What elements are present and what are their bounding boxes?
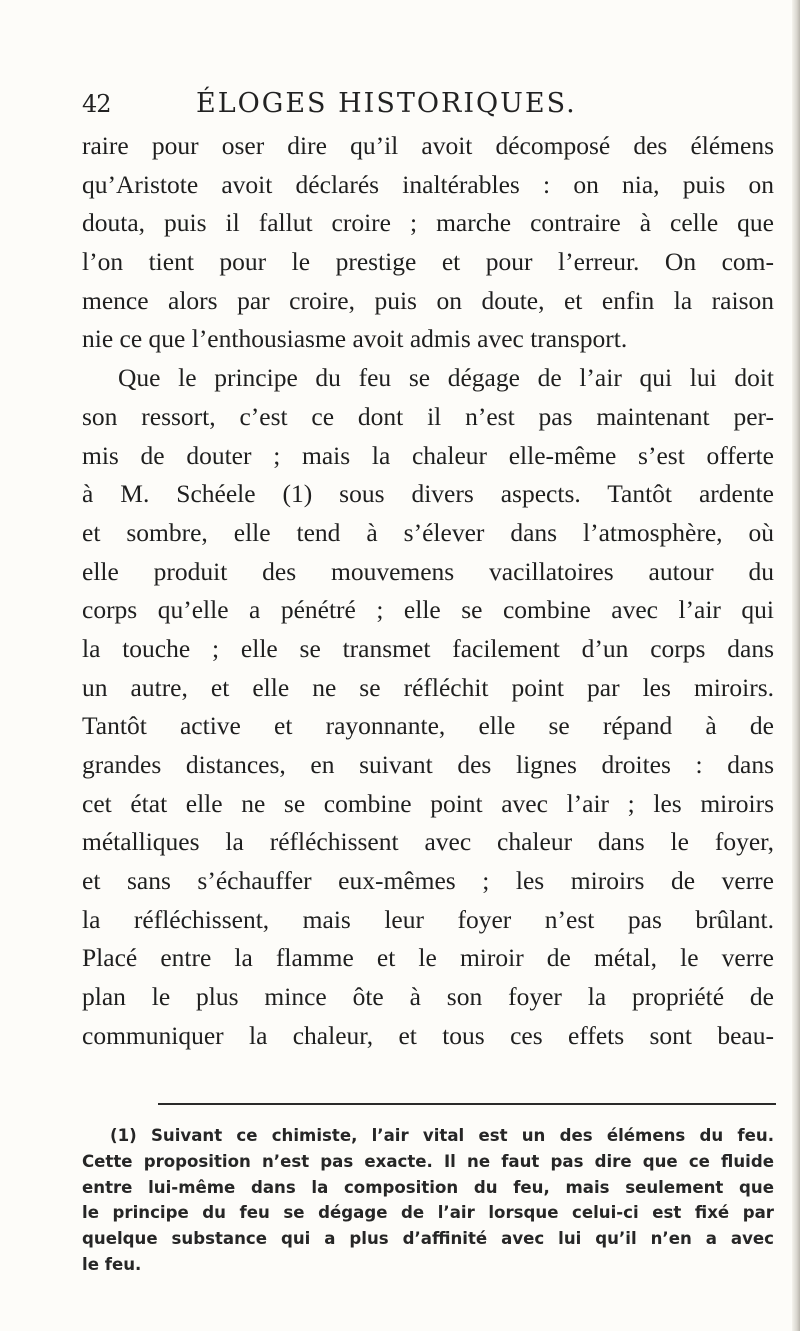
text-line: cet état elle ne se combine point avec l’air ; les miroirs: [82, 788, 774, 818]
text-line: Placé entre la flamme et le miroir de métal, le verre: [82, 943, 774, 973]
footnote-line: le feu.: [82, 1254, 142, 1274]
page-number: 42: [82, 90, 111, 118]
text-line: communiquer la chaleur, et tous ces effets sont beau-: [82, 1020, 774, 1050]
running-title: ÉLOGES HISTORIQUES.: [196, 88, 577, 119]
footnote-separator: [158, 1103, 776, 1105]
text-line: nie ce que l’enthousiasme avoit admis avec transport.: [82, 324, 628, 354]
page-header: [82, 86, 642, 126]
footnote-line: le principe du feu se dégage de l’air lorsque celui-ci est fixé par: [82, 1203, 774, 1223]
text-line: grandes distances, en suivant des lignes droites : dans: [82, 750, 774, 779]
text-line: la réfléchissent, mais leur foyer n’est pas brûlant.: [82, 904, 774, 934]
footnote-line: Cette proposition n’est pas exacte. Il ne faut pas dire que ce fluide: [82, 1151, 774, 1171]
text-line: douta, puis il fallut croire ; marche contraire à celle que: [82, 208, 774, 238]
footnote-line: (1) Suivant ce chimiste, l’air vital est un des élémens du feu.: [110, 1126, 774, 1145]
text-line: la touche ; elle se transmet facilement d’un corps dans: [82, 633, 774, 663]
footnote-line: entre lui-même dans la composition du feu, mais seulement que: [82, 1177, 774, 1197]
text-line: un autre, et elle ne se réfléchit point par les miroirs.: [82, 672, 774, 702]
page-edge: [792, 0, 800, 1331]
text-line: mence alors par croire, puis on doute, et enfin la raison: [82, 285, 774, 315]
text-line: son ressort, c’est ce dont il n’est pas maintenant per-: [82, 401, 774, 431]
text-line: et sombre, elle tend à s’élever dans l’atmosphère, où: [82, 517, 774, 547]
footnote-line: quelque substance qui a plus d’affinité avec lui qu’il n’en a avec: [82, 1229, 774, 1249]
text-line: à M. Schéele (1) sous divers aspects. Tantôt ardente: [82, 479, 774, 509]
text-line: l’on tient pour le prestige et pour l’erreur. On com-: [82, 247, 774, 277]
text-line: Que le principe du feu se dégage de l’air qui lui doit: [118, 363, 774, 393]
body-text: [82, 127, 774, 1056]
text-line: mis de douter ; mais la chaleur elle-même s’est offerte: [82, 440, 774, 470]
text-line: Tantôt active et rayonnante, elle se répand à de: [82, 711, 774, 741]
footnote: [82, 1123, 774, 1278]
text-line: corps qu’elle a pénétré ; elle se combine avec l’air qui: [82, 595, 774, 625]
text-line: et sans s’échauffer eux-mêmes ; les miroirs de verre: [82, 866, 774, 896]
text-line: métalliques la réfléchissent avec chaleur dans le foyer,: [82, 827, 774, 857]
text-line: raire pour oser dire qu’il avoit décomposé des élémens: [82, 131, 774, 160]
text-line: elle produit des mouvemens vacillatoires autour du: [82, 556, 774, 586]
text-line: qu’Aristote avoit déclarés inaltérables : on nia, puis on: [82, 169, 774, 199]
text-line: plan le plus mince ôte à son foyer la propriété de: [82, 982, 774, 1012]
